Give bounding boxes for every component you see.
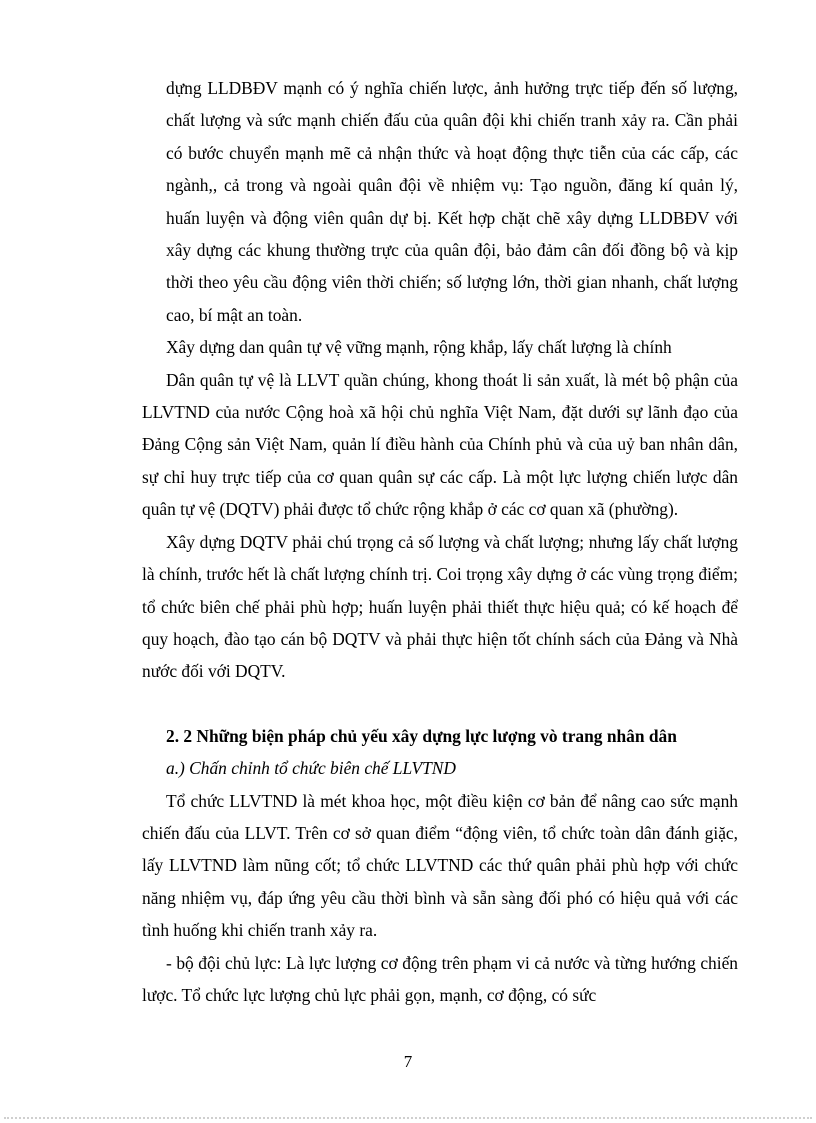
page-bottom-border xyxy=(4,1117,812,1119)
page-number: 7 xyxy=(403,1052,413,1071)
paragraph-main-force: - bộ đội chủ lực: Là lực lượng cơ động trên phạm vi cả nước và từng hướng chiến lược. Tổ chức lực lượng chủ lực phải gọn, mạnh, cơ động, có sức xyxy=(142,952,738,1005)
paragraph-organization: Tổ chức LLVTND là mét khoa học, một điều kiện cơ bản để nâng cao sức mạnh chiến đấu của LLVT. Trên cơ sở quan điểm “động viên, tổ chức toàn dân đánh giặc, lấy LLVTND làm nũng cốt; tổ chức LLVTND các thứ quân phải phù hợp với chức năng nhiệm vụ, đáp ứng yêu cầu thời bình và sẵn sàng đối phó có hiệu quả với các tình huống khi chiến tranh xảy ra. xyxy=(142,790,738,941)
section-subheading: a.) Chấn chỉnh tổ chức biên chế LLVTND xyxy=(166,758,456,779)
paragraph-dqtv-title: Xây dựng dan quân tự vệ vững mạnh, rộng khắp, lấy chất lượng là chính xyxy=(166,337,672,358)
body-text xyxy=(142,72,738,1011)
paragraph-dqtv-definition: Dân quân tự vệ là LLVT quần chúng, khong thoát li sản xuất, là mét bộ phận của LLVTND của nước Cộng hoà xã hội chủ nghĩa Việt Nam, đặt dưới sự lãnh đạo của Đảng Cộng sản Việt Nam, quản lí điều hành của Chính phủ và của uỷ ban nhân dân, sự chỉ huy trực tiếp của cơ quan quân sự các cấp. Là một lực lượng chiến lược dân quân tự vệ (DQTV) phải được tổ chức rộng khắp ở các cơ quan xã (phường). xyxy=(142,369,738,520)
paragraph-intro: dựng LLDBĐV mạnh có ý nghĩa chiến lược, ảnh hưởng trực tiếp đến số lượng, chất lượng và sức mạnh chiến đấu của quân đội khi chiến tranh xảy ra. Cần phải có bước chuyển mạnh mẽ cả nhận thức và hoạt động thực tiễn của các cấp, các ngành,, cả trong và ngoài quân đội về nhiệm vụ: Tạo nguồn, đăng kí quản lý, huấn luyện và động viên quân dự bị. Kết hợp chặt chẽ xây dựng LLDBĐV với xây dựng các khung thường trực của quân đội, bảo đảm cân đối đồng bộ và kịp thời theo yêu cầu động viên thời chiến; số lượng lớn, thời gian nhanh, chất lượng cao, bí mật an toàn. xyxy=(166,78,738,325)
section-heading: 2. 2 Những biện pháp chủ yếu xây dựng lực lượng vò trang nhân dân xyxy=(166,725,677,746)
paragraph-dqtv-building: Xây dựng DQTV phải chú trọng cả số lượng và chất lượng; nhưng lấy chất lượng là chính, trước hết là chất lượng chính trị. Coi trọng xây dựng ở các vùng trọng điểm; tổ chức biên chế phải phù hợp; huấn luyện phải thiết thực hiệu quả; có kế hoạch để quy hoạch, đào tạo cán bộ DQTV và phải thực hiện tốt chính sách của Đảng và Nhà nước đối với DQTV. xyxy=(142,531,738,682)
